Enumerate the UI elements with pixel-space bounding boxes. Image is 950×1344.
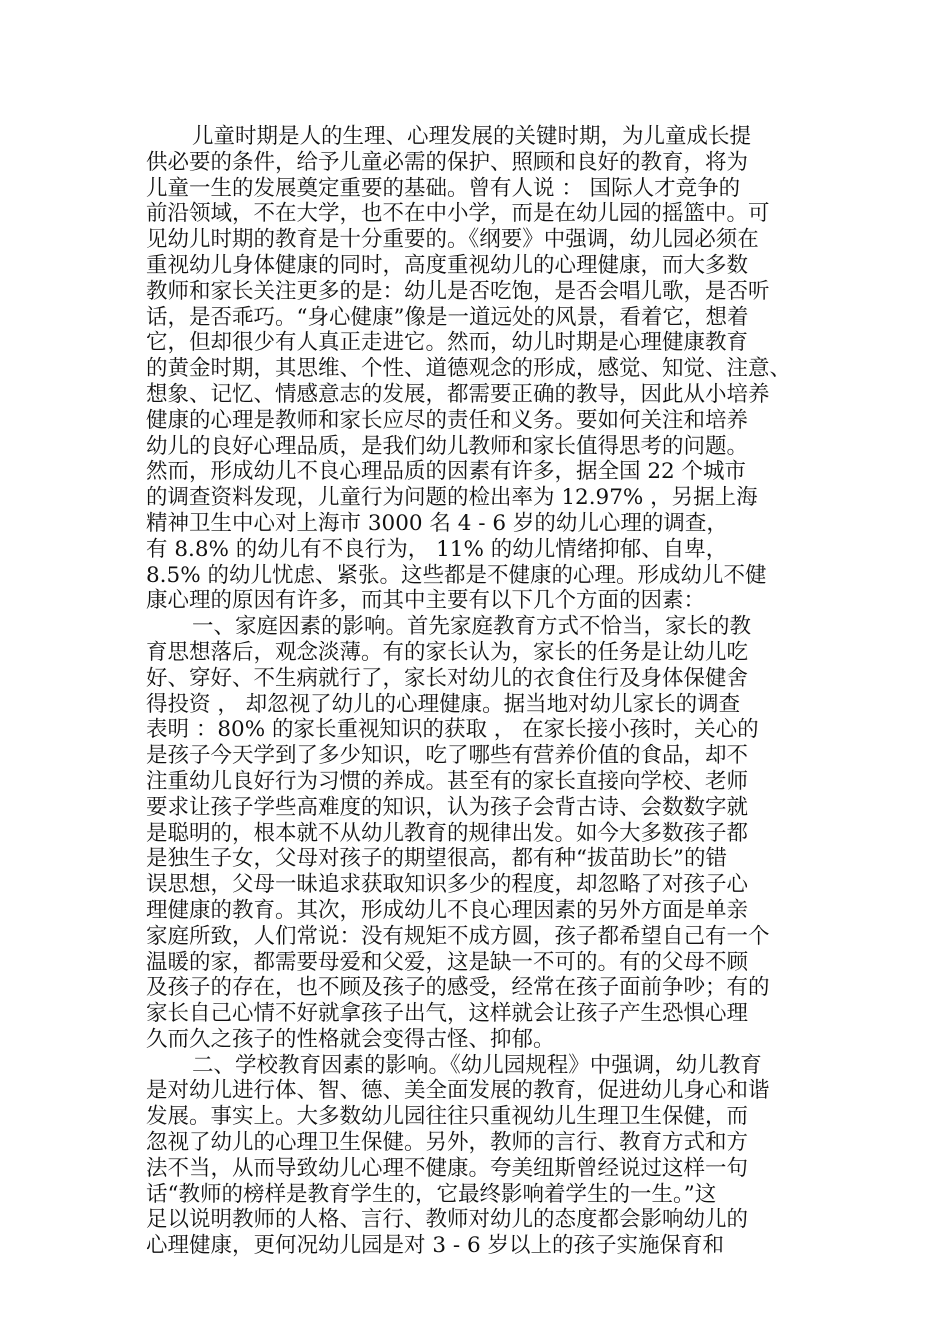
text-line: 足以说明教师的人格、言行、教师对幼儿的态度都会影响幼儿的	[146, 1207, 749, 1233]
text-line: 的调查资料发现，儿童行为问题的检出率为 12.97% ，另据上海	[146, 485, 758, 511]
text-line: 家庭所致，人们常说：没有规矩不成方圆，孩子都希望自己有一个	[146, 923, 770, 949]
text-line: 健康的心理是教师和家长应尽的责任和义务。要如何关注和培养	[146, 407, 749, 433]
text-line: 精神卫生中心对上海市 3000 名 4 - 6 岁的幼儿心理的调查，	[146, 510, 728, 536]
text-line: 好、穿好、不生病就行了，家长对幼儿的衣食住行及身体保健舍	[146, 665, 749, 691]
text-line: 误思想，父母一昧追求获取知识多少的程度，却忽略了对孩子心	[146, 872, 749, 898]
text-line: 是孩子今天学到了多少知识，吃了哪些有营养价值的食品，却不	[146, 743, 749, 769]
text-line: 表明 ：80% 的家长重视知识的获取 ， 在家长接小孩时，关心的	[146, 717, 759, 743]
paragraph-first-line: 一、家庭因素的影响。首先家庭教育方式不恰当，家长的教	[192, 614, 752, 640]
text-line: 是对幼儿进行体、智、德、美全面发展的教育，促进幼儿身心和谐	[146, 1078, 770, 1104]
paragraph-first-line: 二、学校教育因素的影响。《幼儿园规程》中强调，幼儿教育	[192, 1052, 762, 1078]
text-line: 发展。事实上。大多数幼儿园往往只重视幼儿生理卫生保健，而	[146, 1104, 749, 1130]
text-line: 教师和家长关注更多的是：幼儿是否吃饱，是否会唱儿歌，是否听	[146, 278, 770, 304]
text-line: 注重幼儿良好行为习惯的养成。甚至有的家长直接向学校、老师	[146, 768, 749, 794]
text-line: 及孩子的存在，也不顾及孩子的感受，经常在孩子面前争吵；有的	[146, 975, 770, 1001]
text-line: 想象、记忆、情感意志的发展，都需要正确的教导，因此从小培养	[146, 381, 770, 407]
text-line: 有 8.8% 的幼儿有不良行为， 11% 的幼儿情绪抑郁、自卑，	[146, 536, 728, 562]
text-line: 前沿领域，不在大学，也不在中小学，而是在幼儿园的摇篮中。可	[146, 201, 770, 227]
text-line: 心理健康，更何况幼儿园是对 3 - 6 岁以上的孩子实施保育和	[146, 1233, 724, 1259]
text-line: 然而，形成幼儿不良心理品质的因素有许多，据全国 22 个城市	[146, 459, 747, 485]
text-line: 久而久之孩子的性格就会变得古怪、抑郁。	[146, 1026, 555, 1052]
text-line: 得投资 ， 却忽视了幼儿的心理健康。据当地对幼儿家长的调查	[146, 691, 741, 717]
text-line: 的黄金时期，其思维、个性、道德观念的形成，感觉、知觉、注意、	[146, 356, 792, 382]
text-line: 见幼儿时期的教育是十分重要的。《纲要》中强调，幼儿园必须在	[146, 227, 759, 253]
text-line: 话“教师的榜样是教育学生的，它最终影响着学生的一生。”这	[146, 1181, 717, 1207]
text-line: 要求让孩子学些高难度的知识，认为孩子会背古诗、会数数字就	[146, 794, 749, 820]
text-line: 供必要的条件，给予儿童必需的保护、照顾和良好的教育，将为	[146, 149, 749, 175]
text-line: 康心理的原因有许多，而其中主要有以下几个方面的因素：	[146, 588, 706, 614]
text-line: 它，但却很少有人真正走进它。然而，幼儿时期是心理健康教育	[146, 330, 749, 356]
text-line: 育思想落后，观念淡薄。有的家长认为，家长的任务是让幼儿吃	[146, 639, 749, 665]
text-line: 是聪明的，根本就不从幼儿教育的规律出发。如今大多数孩子都	[146, 820, 749, 846]
text-line: 法不当，从而导致幼儿心理不健康。夸美纽斯曾经说过这样一句	[146, 1155, 749, 1181]
text-line: 8.5% 的幼儿忧虑、紧张。这些都是不健康的心理。形成幼儿不健	[146, 562, 767, 588]
text-line: 是独生子女，父母对孩子的期望很高，都有种“拔苗助长”的错	[146, 846, 727, 872]
text-line: 重视幼儿身体健康的同时，高度重视幼儿的心理健康，而大多数	[146, 252, 749, 278]
document-body	[146, 124, 808, 1259]
text-line: 家长自己心情不好就拿孩子出气，这样就会让孩子产生恐惧心理	[146, 1001, 749, 1027]
text-line: 温暖的家，都需要母爱和父爱，这是缺一不可的。有的父母不顾	[146, 949, 749, 975]
text-line: 话，是否乖巧。“身心健康”像是一道远处的风景，看着它，想着	[146, 304, 749, 330]
text-line: 忽视了幼儿的心理卫生保健。另外，教师的言行、教育方式和方	[146, 1130, 749, 1156]
text-line: 理健康的教育。其次，形成幼儿不良心理因素的另外方面是单亲	[146, 897, 749, 923]
paragraph-first-line: 儿童时期是人的生理、心理发展的关键时期，为儿童成长提	[192, 124, 752, 149]
text-line: 幼儿的良好心理品质，是我们幼儿教师和家长值得思考的问题。	[146, 433, 749, 459]
text-line: 儿童一生的发展奠定重要的基础。曾有人说 ： 国际人才竞争的	[146, 175, 741, 201]
